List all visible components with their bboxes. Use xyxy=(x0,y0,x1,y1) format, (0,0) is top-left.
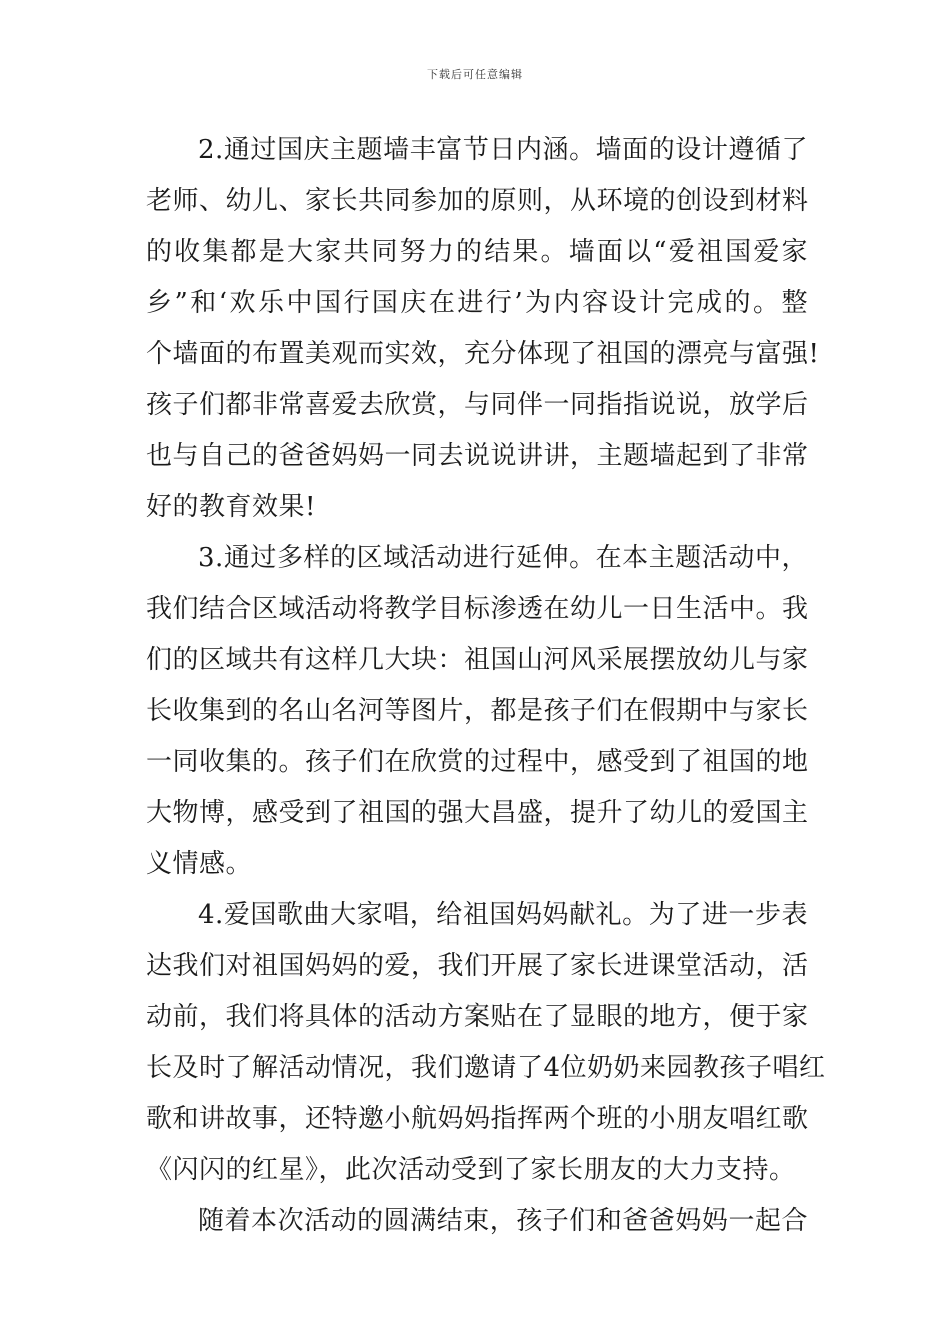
paragraph-line: 4.爱国歌曲大家唱，给祖国妈妈献礼。为了进一步表 xyxy=(198,900,808,930)
paragraph-line: 3.通过多样的区域活动进行延伸。在本主题活动中， xyxy=(198,543,808,573)
paragraph-line: 也与自己的爸爸妈妈一同去说说讲讲，主题墙起到了非常 xyxy=(146,441,809,471)
paragraph-line: 一同收集的。孩子们在欣赏的过程中，感受到了祖国的地 xyxy=(146,747,809,777)
paragraph-line: 《闪闪的红星》，此次活动受到了家长朋友的大力支持。 xyxy=(146,1155,796,1185)
paragraph-line: 歌和讲故事，还特邀小航妈妈指挥两个班的小朋友唱红歌 xyxy=(146,1104,809,1134)
paragraph-line: 老师、幼儿、家长共同参加的原则，从环境的创设到材料 xyxy=(146,186,809,216)
paragraph-line: 我们结合区域活动将教学目标渗透在幼儿一日生活中。我 xyxy=(146,594,809,624)
paragraph-line: 们的区域共有这样几大块：祖国山河风采展摆放幼儿与家 xyxy=(146,645,809,675)
paragraph-line: 的收集都是大家共同努力的结果。墙面以“爱祖国爱家 xyxy=(146,237,808,267)
paragraph-line: 随着本次活动的圆满结束，孩子们和爸爸妈妈一起合 xyxy=(198,1206,808,1236)
paragraph-line: 大物博，感受到了祖国的强大昌盛，提升了幼儿的爱国主 xyxy=(146,798,809,828)
paragraph-line: 2.通过国庆主题墙丰富节日内涵。墙面的设计遵循了 xyxy=(198,135,808,165)
paragraph-line: 长收集到的名山名河等图片，都是孩子们在假期中与家长 xyxy=(146,696,809,726)
paragraph-line: 动前，我们将具体的活动方案贴在了显眼的地方，便于家 xyxy=(146,1002,809,1032)
paragraph-line: 孩子们都非常喜爱去欣赏，与同伴一同指指说说，放学后 xyxy=(146,390,809,420)
paragraph-line: 长及时了解活动情况，我们邀请了4位奶奶来园教孩子唱红 xyxy=(146,1053,826,1083)
paragraph-line: 达我们对祖国妈妈的爱，我们开展了家长进课堂活动，活 xyxy=(146,951,809,981)
paragraph-line: 乡”和‘欢乐中国行国庆在进行’为内容设计完成的。整 xyxy=(146,288,808,318)
paragraph-line: 个墙面的布置美观而实效，充分体现了祖国的漂亮与富强! xyxy=(146,339,820,369)
page-header: 下载后可任意编辑 xyxy=(427,68,523,81)
paragraph-line: 义情感。 xyxy=(146,849,253,879)
paragraph-line: 好的教育效果! xyxy=(146,492,316,522)
